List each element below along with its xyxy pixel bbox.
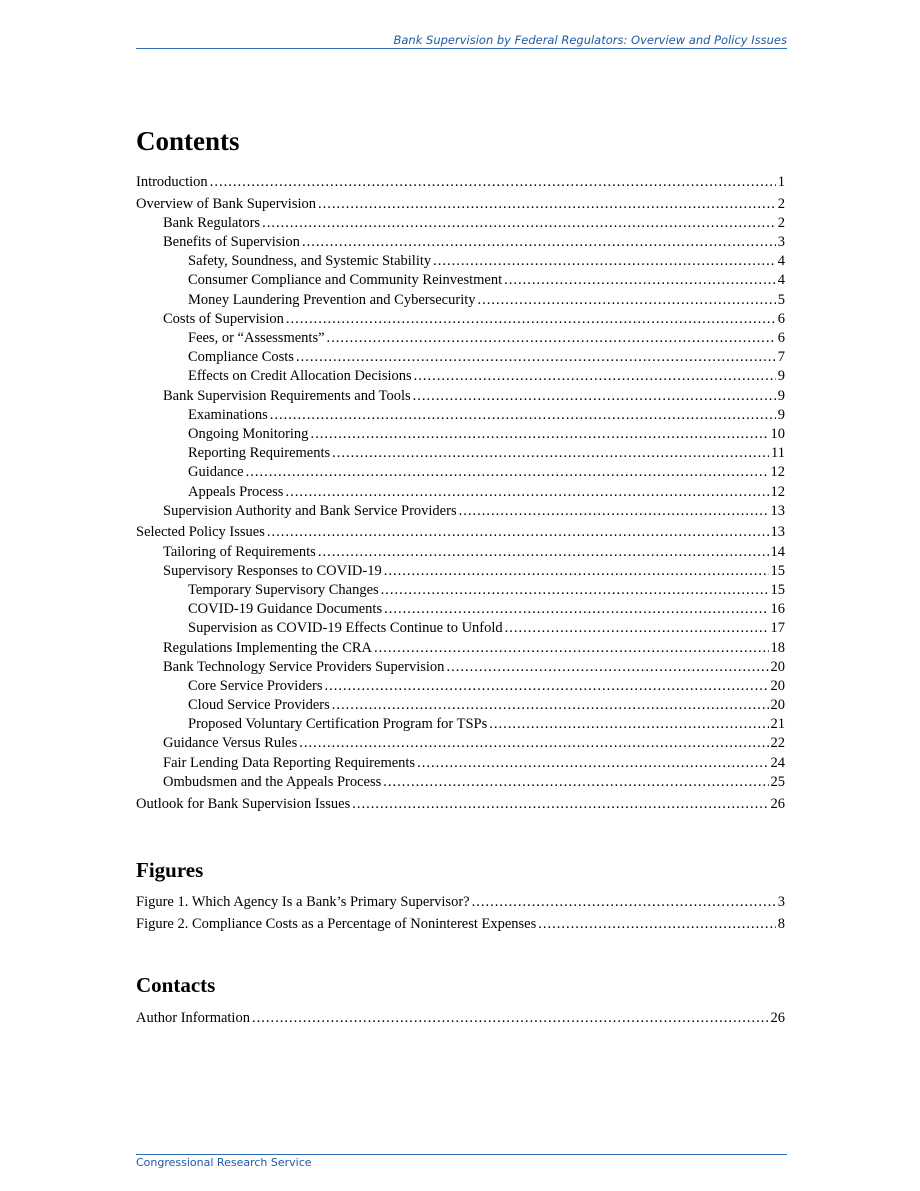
- toc-dot-leader: [472, 893, 776, 912]
- toc-entry-page: 9: [777, 406, 785, 423]
- toc-dot-leader: [381, 581, 769, 600]
- contacts-heading: Contacts: [136, 973, 216, 997]
- toc-entry-title: Appeals Process: [188, 483, 284, 500]
- toc-entry-title: Bank Technology Service Providers Supervision: [163, 658, 445, 675]
- toc-entry-page: 7: [777, 349, 785, 366]
- toc-dot-leader: [413, 387, 776, 406]
- toc-entry-page: 16: [770, 601, 785, 618]
- toc-dot-leader: [433, 252, 776, 271]
- toc-entry-title: Supervision Authority and Bank Service Providers: [163, 502, 457, 519]
- toc-dot-leader: [352, 795, 768, 814]
- toc-dot-leader: [267, 523, 769, 542]
- toc-entry-page: 6: [777, 330, 785, 346]
- toc-entry-page: 13: [770, 502, 785, 519]
- toc-dot-leader: [414, 367, 776, 386]
- toc-entry-page: 14: [770, 543, 785, 560]
- toc-entry-title: Compliance Costs: [188, 349, 294, 366]
- toc-entry-title: Costs of Supervision: [163, 310, 284, 327]
- figures-list: [136, 893, 785, 934]
- toc-entry[interactable]: [136, 329, 785, 348]
- toc-dot-leader: [478, 291, 776, 310]
- toc-entry-page: 2: [777, 195, 785, 212]
- toc-entry[interactable]: [136, 658, 785, 677]
- toc-dot-leader: [318, 195, 776, 214]
- toc-entry[interactable]: [136, 915, 785, 934]
- toc-entry[interactable]: [136, 543, 785, 562]
- toc-entry[interactable]: [136, 348, 785, 367]
- toc-dot-leader: [327, 329, 776, 348]
- toc-entry[interactable]: [136, 893, 785, 912]
- toc-entry-page: 26: [770, 1010, 785, 1026]
- toc-entry-page: 6: [777, 310, 785, 327]
- toc-dot-leader: [384, 600, 768, 619]
- toc-entry-page: 5: [777, 291, 785, 308]
- contacts-list: [136, 1009, 785, 1028]
- toc-entry-title: Guidance: [188, 464, 244, 481]
- toc-entry-page: 9: [777, 368, 785, 385]
- toc-dot-leader: [417, 754, 768, 773]
- toc-entry-title: Author Information: [136, 1010, 250, 1026]
- toc-entry-page: 20: [770, 658, 785, 675]
- toc-entry-title: Consumer Compliance and Community Reinvestment: [188, 272, 503, 289]
- toc-entry-page: 3: [777, 894, 785, 910]
- toc-entry[interactable]: [136, 677, 785, 696]
- toc-entry-page: 25: [770, 773, 785, 790]
- toc-entry-page: 2: [777, 214, 785, 231]
- toc-entry-title: Supervision as COVID-19 Effects Continue to Unfold: [188, 620, 503, 637]
- toc-entry-page: 17: [770, 620, 785, 637]
- toc-entry[interactable]: [136, 425, 785, 444]
- toc-entry-title: Effects on Credit Allocation Decisions: [188, 368, 412, 385]
- toc-entry[interactable]: [136, 734, 785, 753]
- toc-entry-page: 26: [770, 795, 785, 812]
- toc-dot-leader: [246, 463, 769, 482]
- toc-entry-title: Safety, Soundness, and Systemic Stability: [188, 253, 432, 270]
- toc-dot-leader: [318, 543, 769, 562]
- toc-dot-leader: [252, 1009, 769, 1028]
- toc-entry-title: COVID-19 Guidance Documents: [188, 601, 383, 618]
- toc-entry-title: Figure 1. Which Agency Is a Bank’s Primary Supervisor?: [136, 894, 470, 910]
- toc-entry[interactable]: [136, 639, 785, 658]
- toc-entry[interactable]: [136, 502, 785, 521]
- toc-entry[interactable]: [136, 233, 785, 252]
- toc-dot-leader: [270, 406, 776, 425]
- toc-dot-leader: [332, 444, 769, 463]
- toc-entry-page: 4: [777, 272, 785, 289]
- toc-entry-page: 12: [770, 464, 785, 481]
- toc-entry[interactable]: [136, 173, 785, 192]
- toc-dot-leader: [332, 696, 769, 715]
- toc-dot-leader: [325, 677, 769, 696]
- toc-entry-page: 20: [770, 677, 785, 694]
- toc-entry-page: 1: [777, 174, 785, 190]
- toc-entry-page: 8: [777, 915, 785, 932]
- toc-entry-title: Temporary Supervisory Changes: [188, 581, 379, 598]
- toc-entry-title: Bank Regulators: [163, 214, 261, 231]
- toc-entry-page: 12: [770, 483, 785, 500]
- toc-entry-title: Figure 2. Compliance Costs as a Percentage of Noninterest Expenses: [136, 915, 537, 932]
- figures-heading: Figures: [136, 858, 204, 882]
- toc-entry[interactable]: [136, 252, 785, 271]
- toc-entry-page: 9: [777, 387, 785, 404]
- toc-entry[interactable]: [136, 773, 785, 792]
- toc-entry-title: Proposed Voluntary Certification Program for TSPs: [188, 716, 488, 733]
- toc-entry-page: 18: [770, 639, 785, 656]
- toc-dot-leader: [302, 233, 776, 252]
- contents-list: [136, 173, 785, 814]
- toc-dot-leader: [383, 773, 768, 792]
- toc-entry-page: 20: [770, 697, 785, 714]
- toc-dot-leader: [299, 734, 768, 753]
- toc-entry-title: Cloud Service Providers: [188, 697, 330, 714]
- toc-entry[interactable]: [136, 444, 785, 463]
- toc-entry[interactable]: [136, 619, 785, 638]
- toc-entry-page: 22: [770, 735, 785, 752]
- toc-entry[interactable]: [136, 463, 785, 482]
- toc-dot-leader: [538, 915, 775, 934]
- toc-entry[interactable]: [136, 581, 785, 600]
- toc-entry-page: 15: [770, 562, 785, 579]
- toc-entry[interactable]: [136, 795, 785, 814]
- toc-entry-page: 24: [770, 754, 785, 771]
- toc-entry-title: Overview of Bank Supervision: [136, 195, 317, 212]
- toc-dot-leader: [285, 483, 768, 502]
- footer-rule: [136, 1154, 787, 1155]
- toc-dot-leader: [505, 619, 769, 638]
- toc-entry-page: 4: [777, 253, 785, 270]
- toc-entry-title: Tailoring of Requirements: [163, 543, 316, 560]
- toc-dot-leader: [310, 425, 768, 444]
- toc-entry[interactable]: [136, 214, 785, 233]
- toc-entry[interactable]: [136, 291, 785, 310]
- toc-entry-title: Benefits of Supervision: [163, 234, 300, 251]
- toc-entry-title: Fees, or “Assessments”: [188, 330, 325, 346]
- toc-entry[interactable]: [136, 483, 785, 502]
- contents-heading: Contents: [136, 126, 240, 156]
- toc-entry-title: Regulations Implementing the CRA: [163, 639, 373, 656]
- toc-entry[interactable]: [136, 367, 785, 386]
- toc-dot-leader: [210, 173, 776, 192]
- toc-dot-leader: [384, 562, 769, 581]
- toc-entry-title: Fair Lending Data Reporting Requirements: [163, 754, 416, 771]
- toc-dot-leader: [286, 310, 776, 329]
- toc-entry-page: 3: [777, 234, 785, 251]
- toc-entry-title: Core Service Providers: [188, 677, 323, 694]
- toc-dot-leader: [446, 658, 768, 677]
- toc-dot-leader: [504, 271, 776, 290]
- toc-entry[interactable]: [136, 523, 785, 542]
- toc-entry-title: Introduction: [136, 174, 208, 190]
- toc-entry-title: Supervisory Responses to COVID-19: [163, 562, 382, 579]
- toc-entry-title: Examinations: [188, 406, 268, 423]
- toc-entry-title: Ongoing Monitoring: [188, 425, 309, 442]
- toc-entry[interactable]: [136, 600, 785, 619]
- toc-entry-title: Ombudsmen and the Appeals Process: [163, 773, 382, 790]
- toc-entry-page: 11: [771, 445, 785, 462]
- toc-entry-page: 15: [770, 581, 785, 598]
- toc-entry[interactable]: [136, 310, 785, 329]
- toc-entry[interactable]: [136, 271, 785, 290]
- toc-entry[interactable]: [136, 715, 785, 734]
- footer-organization: Congressional Research Service: [136, 1156, 312, 1169]
- running-header: Bank Supervision by Federal Regulators: Overview and Policy Issues: [136, 33, 787, 49]
- toc-entry-title: Selected Policy Issues: [136, 524, 265, 541]
- toc-entry-page: 21: [770, 716, 785, 733]
- toc-entry[interactable]: [136, 754, 785, 773]
- toc-entry-title: Outlook for Bank Supervision Issues: [136, 795, 351, 812]
- toc-dot-leader: [374, 639, 768, 658]
- toc-entry-title: Reporting Requirements: [188, 445, 331, 462]
- toc-entry[interactable]: [136, 387, 785, 406]
- toc-dot-leader: [296, 348, 776, 367]
- toc-dot-leader: [489, 715, 768, 734]
- toc-entry-title: Bank Supervision Requirements and Tools: [163, 387, 411, 404]
- toc-entry[interactable]: [136, 696, 785, 715]
- toc-dot-leader: [459, 502, 769, 521]
- toc-entry[interactable]: [136, 406, 785, 425]
- toc-entry[interactable]: [136, 195, 785, 214]
- toc-entry[interactable]: [136, 1009, 785, 1028]
- toc-dot-leader: [262, 214, 776, 233]
- toc-entry-title: Guidance Versus Rules: [163, 735, 298, 752]
- toc-entry-page: 10: [770, 425, 785, 442]
- toc-entry-page: 13: [770, 524, 785, 541]
- toc-entry-title: Money Laundering Prevention and Cybersecurity: [188, 291, 476, 308]
- toc-entry[interactable]: [136, 562, 785, 581]
